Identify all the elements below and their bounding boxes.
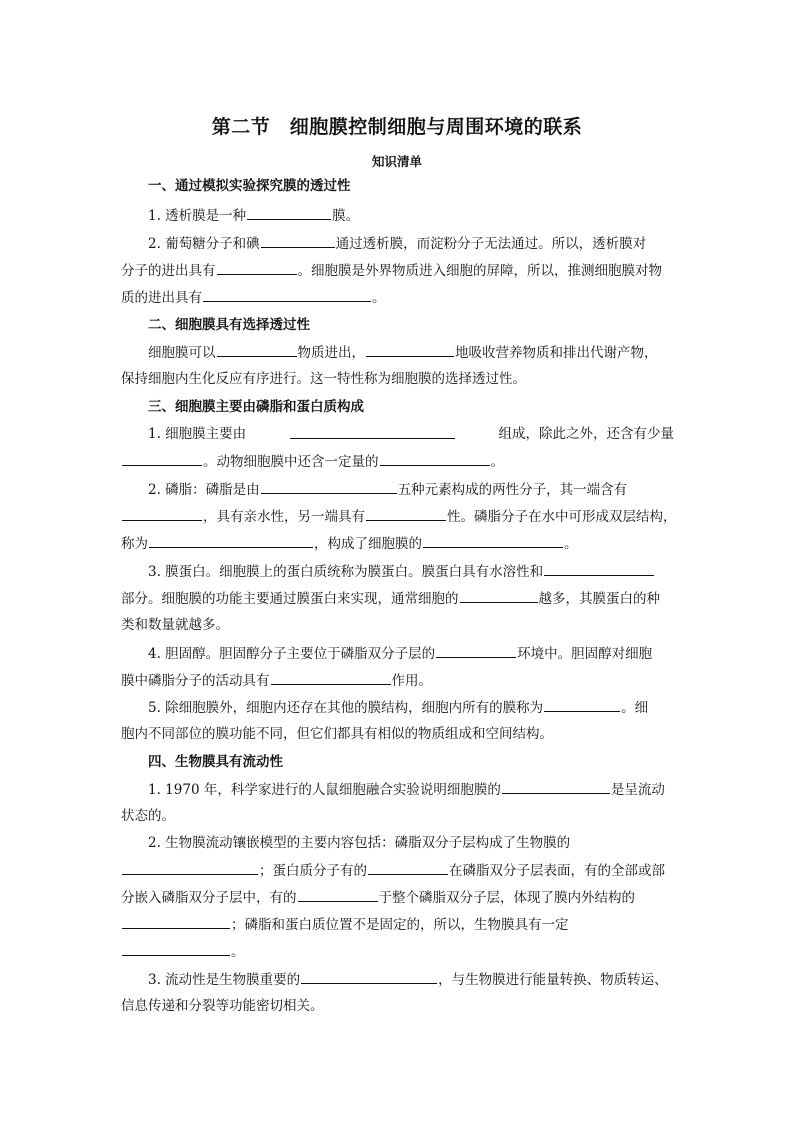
s1-item-2-line-3: 质的进出具有 。 <box>121 287 386 307</box>
s3-item-2-line-2: ，具有亲水性，另一端具有 性。磷脂分子在水中可形成双层结构， <box>121 506 677 526</box>
s3-item-3-line-3: 类和数量就越多。 <box>121 617 229 633</box>
page-title: 第二节 细胞膜控制细胞与周围环境的联系 <box>211 116 583 138</box>
fill-blank[interactable] <box>423 533 563 548</box>
fill-blank[interactable] <box>122 451 202 466</box>
fill-blank[interactable] <box>298 887 378 902</box>
fill-blank[interactable] <box>368 860 448 875</box>
s4-item-2-line-4: ；磷脂和蛋白质位置不是固定的，所以，生物膜具有一定 <box>121 914 569 934</box>
s4-item-3-line-1: 3. 流动性是生物膜重要的 ，与生物膜进行能量转换、物质转运、 <box>148 969 668 989</box>
s3-item-5-line-2: 胞内不同部位的膜功能不同，但它们都具有相似的物质组成和空间结构。 <box>121 726 553 742</box>
s4-item-1-line-2: 状态的。 <box>121 808 175 824</box>
fill-blank[interactable] <box>380 451 490 466</box>
s4-item-2-line-5: 。 <box>121 941 245 961</box>
s3-item-2-line-3: 称为 ，构成了细胞膜的 。 <box>121 533 578 553</box>
section-3-heading: 三、细胞膜主要由磷脂和蛋白质构成 <box>148 399 364 415</box>
s3-item-1-line-1: 1. 细胞膜主要由 组成，除此之外，还含有少量 <box>148 426 674 442</box>
s1-item-2-line-2: 分子的进出具有 。细胞膜是外界物质进入细胞的屏障，所以，推测细胞膜对物 <box>121 260 662 280</box>
fill-blank[interactable] <box>122 506 202 521</box>
fill-blank[interactable] <box>502 779 610 794</box>
fill-blank[interactable] <box>544 697 620 712</box>
fill-blank[interactable] <box>261 479 397 494</box>
fill-blank[interactable] <box>366 342 454 357</box>
s2-para-line-1: 细胞膜可以 物质进出， 地吸收营养物质和排出代谢产物， <box>148 342 658 362</box>
fill-blank[interactable] <box>366 506 446 521</box>
s4-item-3-line-2: 信息传递和分裂等功能密切相关。 <box>121 998 324 1014</box>
s3-item-4-line-1: 4. 胆固醇。胆固醇分子主要位于磷脂双分子层的 环境中。胆固醇对细胞 <box>148 643 652 663</box>
s4-item-2-line-2: ；蛋白质分子有的 在磷脂双分子层表面，有的全部或部 <box>121 860 665 880</box>
s4-item-2-line-1: 2. 生物膜流动镶嵌模型的主要内容包括：磷脂双分子层构成了生物膜的 <box>148 835 571 851</box>
s3-item-2-line-1: 2. 磷脂：磷脂是由 五种元素构成的两性分子，其一端含有 <box>148 479 627 499</box>
s3-item-1-line-2: 。动物细胞膜中还含一定量的 。 <box>121 451 504 471</box>
s3-item-3-line-2: 部分。细胞膜的功能主要通过膜蛋白来实现，通常细胞的 越多，其膜蛋白的种 <box>121 588 660 608</box>
s2-para-line-2: 保持细胞内生化反应有序进行。这一特性称为细胞膜的选择透过性。 <box>121 371 526 387</box>
fill-blank[interactable] <box>460 588 538 603</box>
s3-item-5-line-1: 5. 除细胞膜外，细胞内还存在其他的膜结构，细胞内所有的膜称为 。细 <box>148 697 648 717</box>
fill-blank[interactable] <box>122 941 230 956</box>
fill-blank[interactable] <box>544 561 654 576</box>
fill-blank[interactable] <box>247 205 331 220</box>
fill-blank[interactable] <box>217 260 297 275</box>
fill-blank[interactable] <box>122 860 258 875</box>
fill-blank[interactable] <box>290 424 455 439</box>
fill-blank[interactable] <box>261 233 335 248</box>
s1-item-1: 1. 透析膜是一种 膜。 <box>148 205 359 225</box>
s3-item-4-line-2: 膜中磷脂分子的活动具有 作用。 <box>121 670 432 690</box>
s1-item-2-line-1: 2. 葡萄糖分子和碘 通过透析膜，而淀粉分子无法通过。所以，透析膜对 <box>148 233 646 253</box>
fill-blank[interactable] <box>217 342 297 357</box>
page-subtitle: 知识清单 <box>371 154 422 169</box>
fill-blank[interactable] <box>436 643 516 658</box>
section-1-heading: 一、通过模拟实验探究膜的透过性 <box>148 178 351 194</box>
s3-item-3-line-1: 3. 膜蛋白。细胞膜上的蛋白质统称为膜蛋白。膜蛋白具有水溶性和 <box>148 561 655 581</box>
fill-blank[interactable] <box>122 914 230 929</box>
s4-item-1-line-1: 1. 1970 年，科学家进行的人鼠细胞融合实验说明细胞膜的 是呈流动 <box>148 779 665 799</box>
section-2-heading: 二、细胞膜具有选择透过性 <box>148 317 310 333</box>
fill-blank[interactable] <box>301 969 437 984</box>
section-4-heading: 四、生物膜具有流动性 <box>148 754 283 770</box>
s4-item-2-line-3: 分嵌入磷脂双分子层中，有的 于整个磷脂双分子层，体现了膜内外结构的 <box>121 887 635 907</box>
fill-blank[interactable] <box>203 287 371 302</box>
fill-blank[interactable] <box>149 533 313 548</box>
fill-blank[interactable] <box>271 670 391 685</box>
